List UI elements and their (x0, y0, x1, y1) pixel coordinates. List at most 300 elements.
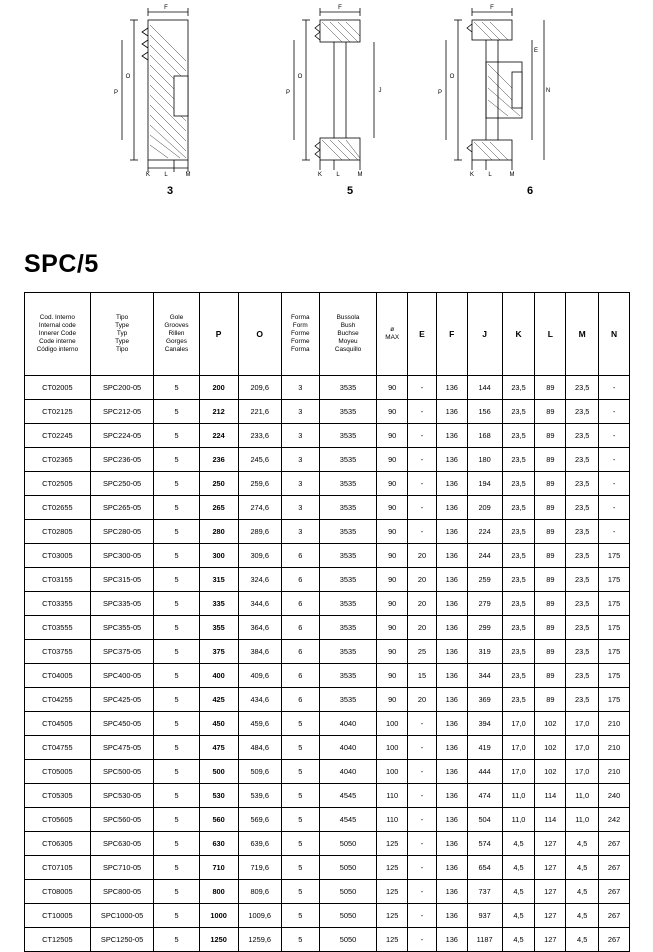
table-cell: CT02365 (25, 448, 91, 472)
table-column-header-line: Code interne (39, 338, 76, 345)
table-cell: 509,6 (238, 760, 281, 784)
table-cell: 125 (377, 832, 408, 856)
table-cell: 127 (535, 832, 566, 856)
table-cell: 355 (199, 616, 238, 640)
table-cell: 23,5 (502, 688, 535, 712)
table-cell: 15 (408, 664, 437, 688)
table-row (25, 808, 630, 832)
table-cell: 444 (467, 760, 502, 784)
table-body (25, 376, 630, 952)
table-cell: SPC475-05 (90, 736, 154, 760)
table-cell: 209 (467, 496, 502, 520)
table-column-header-line: Type (115, 322, 129, 329)
table-cell: 6 (281, 568, 319, 592)
table-cell: 23,5 (566, 688, 599, 712)
table-cell: SPC450-05 (90, 712, 154, 736)
table-cell: - (408, 904, 437, 928)
figure-label: 5 (346, 185, 354, 197)
table-cell: SPC250-05 (90, 472, 154, 496)
table-cell: CT04755 (25, 736, 91, 760)
table-cell: CT05305 (25, 784, 91, 808)
table-cell: 274,6 (238, 496, 281, 520)
table-cell: 265 (199, 496, 238, 520)
table-cell: CT03005 (25, 544, 91, 568)
table-cell: SPC300-05 (90, 544, 154, 568)
table-cell: 5 (154, 904, 199, 928)
table-cell: 23,5 (566, 568, 599, 592)
table-cell: - (408, 712, 437, 736)
table-cell: 224 (467, 520, 502, 544)
table-cell: 136 (436, 544, 467, 568)
table-column-header-line: Bussola (336, 314, 360, 321)
table-cell: SPC425-05 (90, 688, 154, 712)
table-column-header-line: Forma (291, 314, 310, 321)
table-cell: 23,5 (566, 640, 599, 664)
table-row (25, 592, 630, 616)
table-cell: 5 (154, 592, 199, 616)
table-cell: 23,5 (502, 376, 535, 400)
table-cell: 539,6 (238, 784, 281, 808)
table-cell: 17,0 (502, 712, 535, 736)
table-cell: 267 (599, 856, 630, 880)
table-cell: 710 (199, 856, 238, 880)
table-row (25, 880, 630, 904)
table-header-row (25, 293, 630, 376)
table-column-header-line: Tipo (115, 314, 129, 321)
table-cell: - (408, 520, 437, 544)
table-cell: - (408, 736, 437, 760)
table-cell: 4040 (319, 736, 377, 760)
table-cell: 504 (467, 808, 502, 832)
table-cell: 90 (377, 472, 408, 496)
table-cell: 23,5 (566, 496, 599, 520)
table-cell: 280 (199, 520, 238, 544)
svg-text:P: P (113, 90, 119, 96)
table-cell: 233,6 (238, 424, 281, 448)
table-cell: 210 (599, 736, 630, 760)
table-cell: 5 (154, 664, 199, 688)
table-cell: 23,5 (502, 496, 535, 520)
table-cell: 5 (154, 736, 199, 760)
table-cell: 5 (281, 808, 319, 832)
table-cell: 136 (436, 832, 467, 856)
table-cell: 89 (535, 472, 566, 496)
table-cell: 5 (281, 904, 319, 928)
table-cell: 267 (599, 880, 630, 904)
svg-text:F: F (338, 5, 342, 11)
table-cell: 136 (436, 640, 467, 664)
table-cell: - (408, 496, 437, 520)
table-cell: 309,6 (238, 544, 281, 568)
table-cell: 267 (599, 928, 630, 952)
table-cell: - (408, 760, 437, 784)
drawings-section (0, 0, 653, 205)
table-cell: 654 (467, 856, 502, 880)
table-cell: 125 (377, 904, 408, 928)
table-cell: 180 (467, 448, 502, 472)
table-cell: 4040 (319, 712, 377, 736)
table-cell: 17,0 (566, 736, 599, 760)
table-cell: CT04005 (25, 664, 91, 688)
table-cell: 324,6 (238, 568, 281, 592)
table-cell: 5 (154, 808, 199, 832)
table-cell: 6 (281, 664, 319, 688)
table-cell: 89 (535, 496, 566, 520)
table-column-header-line: Cod. Interno (39, 314, 75, 321)
table-cell: 369 (467, 688, 502, 712)
table-column-header (238, 293, 281, 376)
table-cell: 114 (535, 784, 566, 808)
table-cell: 114 (535, 808, 566, 832)
table-cell: 3 (281, 448, 319, 472)
table-cell: 90 (377, 640, 408, 664)
svg-text:F: F (490, 5, 494, 11)
svg-text:O: O (449, 74, 455, 80)
table-cell: - (408, 784, 437, 808)
table-cell: 4,5 (566, 880, 599, 904)
table-cell: 5 (281, 760, 319, 784)
table-cell: SPC315-05 (90, 568, 154, 592)
table-column-header-line: Grooves (164, 322, 189, 329)
svg-text:L: L (336, 172, 340, 178)
table-cell: 364,6 (238, 616, 281, 640)
table-cell: 90 (377, 544, 408, 568)
table-row (25, 568, 630, 592)
table-cell: 560 (199, 808, 238, 832)
table-cell: 3535 (319, 472, 377, 496)
table-cell: 5 (154, 520, 199, 544)
table-cell: 175 (599, 640, 630, 664)
table-cell: 335 (199, 592, 238, 616)
table-cell: 224 (199, 424, 238, 448)
table-cell: - (599, 376, 630, 400)
table-cell: - (408, 376, 437, 400)
figure-label: 3 (166, 185, 174, 197)
table-cell: 267 (599, 904, 630, 928)
table-column-header-line: Gole (169, 314, 184, 321)
table-cell: 102 (535, 712, 566, 736)
table-cell: 20 (408, 592, 437, 616)
table-cell: 3 (281, 496, 319, 520)
table-cell: 25 (408, 640, 437, 664)
table-row (25, 424, 630, 448)
table-cell: 530 (199, 784, 238, 808)
table-cell: 100 (377, 760, 408, 784)
table-cell: 5 (281, 784, 319, 808)
table-cell: 3 (281, 472, 319, 496)
table-column-header-line: Canales (164, 346, 189, 353)
table-cell: 175 (599, 544, 630, 568)
table-row (25, 688, 630, 712)
svg-text:O: O (297, 74, 303, 80)
table-cell: 136 (436, 400, 467, 424)
table-cell: 5 (154, 784, 199, 808)
table-column-header (535, 293, 566, 376)
table-cell: CT12505 (25, 928, 91, 952)
table-cell: 5 (154, 760, 199, 784)
table-cell: 5 (154, 880, 199, 904)
table-cell: CT03755 (25, 640, 91, 664)
table-cell: - (599, 472, 630, 496)
svg-text:N: N (545, 88, 551, 94)
table-cell: 11,0 (566, 808, 599, 832)
table-cell: - (599, 496, 630, 520)
table-cell: 23,5 (566, 616, 599, 640)
table-cell: 23,5 (566, 400, 599, 424)
table-cell: 136 (436, 616, 467, 640)
table-cell: - (408, 880, 437, 904)
table-cell: 737 (467, 880, 502, 904)
table-column-header-line: Código interno (36, 346, 79, 353)
pulley-section-drawing-6 (430, 0, 630, 185)
specification-table (24, 292, 630, 952)
table-cell: - (408, 448, 437, 472)
table-cell: 5 (281, 832, 319, 856)
table-cell: 5 (281, 856, 319, 880)
table-cell: 800 (199, 880, 238, 904)
specification-table-wrapper (24, 292, 630, 952)
table-cell: 5 (154, 496, 199, 520)
table-cell: 474 (467, 784, 502, 808)
table-cell: SPC1250-05 (90, 928, 154, 952)
table-column-header (154, 293, 199, 376)
table-cell: CT05605 (25, 808, 91, 832)
table-cell: 5 (154, 832, 199, 856)
table-row (25, 376, 630, 400)
table-cell: 11,0 (502, 784, 535, 808)
table-column-header-line: F (449, 328, 455, 339)
table-cell: 6 (281, 640, 319, 664)
table-cell: CT03555 (25, 616, 91, 640)
table-cell: CT02125 (25, 400, 91, 424)
table-cell: 384,6 (238, 640, 281, 664)
table-cell: SPC1000-05 (90, 904, 154, 928)
table-cell: 3 (281, 376, 319, 400)
table-cell: 299 (467, 616, 502, 640)
table-cell: 23,5 (566, 592, 599, 616)
svg-text:K: K (145, 172, 151, 178)
table-cell: 3535 (319, 400, 377, 424)
table-cell: SPC400-05 (90, 664, 154, 688)
table-cell: 23,5 (502, 640, 535, 664)
table-column-header-line: Buchse (337, 330, 359, 337)
table-column-header-line: Internal code (38, 322, 76, 329)
table-cell: 3535 (319, 592, 377, 616)
table-cell: 3535 (319, 448, 377, 472)
table-cell: SPC265-05 (90, 496, 154, 520)
table-column-header (467, 293, 502, 376)
table-cell: 244 (467, 544, 502, 568)
table-cell: 4,5 (502, 928, 535, 952)
table-column-header-line: Typ (116, 330, 128, 337)
table-cell: SPC355-05 (90, 616, 154, 640)
table-cell: 3535 (319, 640, 377, 664)
svg-text:M: M (185, 172, 191, 178)
table-column-header-line: Tipo (115, 346, 129, 353)
table-cell: 175 (599, 688, 630, 712)
table-cell: 3535 (319, 688, 377, 712)
table-column-header-line: Moyeu (338, 338, 358, 345)
table-cell: 89 (535, 688, 566, 712)
table-cell: 5 (154, 928, 199, 952)
table-cell: 5050 (319, 880, 377, 904)
table-cell: SPC530-05 (90, 784, 154, 808)
table-column-header-line: E (419, 328, 425, 339)
table-column-header-line: M (578, 328, 586, 339)
table-row (25, 928, 630, 952)
table-cell: 136 (436, 856, 467, 880)
table-cell: 90 (377, 520, 408, 544)
table-cell: 5 (281, 880, 319, 904)
table-cell: 23,5 (566, 664, 599, 688)
figure-5-grooves (250, 0, 450, 205)
table-column-header-line: Form (292, 322, 308, 329)
table-cell: 136 (436, 568, 467, 592)
table-cell: 17,0 (566, 712, 599, 736)
table-cell: 200 (199, 376, 238, 400)
table-cell: 89 (535, 616, 566, 640)
table-cell: 127 (535, 856, 566, 880)
table-cell: 136 (436, 496, 467, 520)
table-cell: 136 (436, 472, 467, 496)
table-cell: 5 (281, 736, 319, 760)
table-cell: 3535 (319, 520, 377, 544)
table-cell: 175 (599, 616, 630, 640)
table-cell: 5 (281, 712, 319, 736)
table-column-header (436, 293, 467, 376)
table-column-header (566, 293, 599, 376)
table-cell: 5 (154, 568, 199, 592)
table-cell: 319 (467, 640, 502, 664)
table-cell: 110 (377, 784, 408, 808)
table-cell: 5 (154, 688, 199, 712)
table-cell: 136 (436, 424, 467, 448)
table-cell: 90 (377, 448, 408, 472)
table-cell: SPC500-05 (90, 760, 154, 784)
table-row (25, 520, 630, 544)
table-cell: - (408, 928, 437, 952)
table-column-header (281, 293, 319, 376)
table-cell: 5 (154, 400, 199, 424)
table-cell: 259 (467, 568, 502, 592)
table-column-header-line: ø (390, 326, 395, 333)
table-cell: CT02505 (25, 472, 91, 496)
table-cell: - (408, 808, 437, 832)
table-cell: 127 (535, 928, 566, 952)
table-cell: 315 (199, 568, 238, 592)
table-column-header-line: O (256, 328, 263, 339)
table-cell: CT06305 (25, 832, 91, 856)
table-cell: 5050 (319, 904, 377, 928)
table-cell: - (599, 424, 630, 448)
table-cell: SPC200-05 (90, 376, 154, 400)
table-cell: 89 (535, 544, 566, 568)
table-cell: 242 (599, 808, 630, 832)
svg-text:F: F (164, 5, 168, 11)
table-cell: 17,0 (502, 736, 535, 760)
table-cell: 20 (408, 568, 437, 592)
table-cell: 394 (467, 712, 502, 736)
figure-6-grooves (430, 0, 630, 205)
table-cell: 4,5 (502, 904, 535, 928)
table-cell: 1187 (467, 928, 502, 952)
table-cell: SPC710-05 (90, 856, 154, 880)
table-cell: 6 (281, 616, 319, 640)
table-column-header-line: Forma (291, 346, 310, 353)
table-cell: SPC224-05 (90, 424, 154, 448)
table-column-header-line: Type (115, 338, 129, 345)
table-cell: SPC560-05 (90, 808, 154, 832)
table-cell: 809,6 (238, 880, 281, 904)
table-cell: 5 (154, 856, 199, 880)
table-cell: 90 (377, 376, 408, 400)
table-cell: 475 (199, 736, 238, 760)
svg-text:K: K (469, 172, 475, 178)
table-cell: 23,5 (566, 448, 599, 472)
table-cell: 400 (199, 664, 238, 688)
table-cell: 100 (377, 736, 408, 760)
table-column-header (377, 293, 408, 376)
table-cell: 23,5 (502, 568, 535, 592)
table-cell: 23,5 (566, 424, 599, 448)
table-row (25, 496, 630, 520)
table-cell: 344,6 (238, 592, 281, 616)
table-cell: 136 (436, 784, 467, 808)
table-cell: 425 (199, 688, 238, 712)
table-cell: 3 (281, 424, 319, 448)
table-cell: 23,5 (502, 424, 535, 448)
table-cell: 23,5 (502, 400, 535, 424)
table-cell: 136 (436, 520, 467, 544)
table-column-header-line: K (515, 328, 522, 339)
table-cell: 89 (535, 424, 566, 448)
table-cell: 409,6 (238, 664, 281, 688)
table-cell: 156 (467, 400, 502, 424)
table-cell: 236 (199, 448, 238, 472)
table-cell: 90 (377, 400, 408, 424)
table-cell: 194 (467, 472, 502, 496)
table-cell: 136 (436, 760, 467, 784)
table-column-header (319, 293, 377, 376)
table-cell: 4545 (319, 784, 377, 808)
pulley-section-drawing-3 (70, 0, 270, 185)
table-cell: 4545 (319, 808, 377, 832)
table-row (25, 640, 630, 664)
table-cell: SPC280-05 (90, 520, 154, 544)
table-row (25, 832, 630, 856)
svg-text:O: O (125, 74, 131, 80)
table-cell: SPC335-05 (90, 592, 154, 616)
table-cell: 89 (535, 448, 566, 472)
table-cell: 459,6 (238, 712, 281, 736)
table-row (25, 400, 630, 424)
table-cell: 6 (281, 592, 319, 616)
table-cell: - (599, 448, 630, 472)
table-cell: 89 (535, 400, 566, 424)
table-cell: 168 (467, 424, 502, 448)
table-cell: 89 (535, 664, 566, 688)
table-row (25, 736, 630, 760)
table-cell: 23,5 (502, 664, 535, 688)
table-cell: 17,0 (566, 760, 599, 784)
table-cell: 110 (377, 808, 408, 832)
table-cell: 23,5 (502, 616, 535, 640)
table-cell: CT02805 (25, 520, 91, 544)
table-cell: 5050 (319, 928, 377, 952)
table-cell: 11,0 (502, 808, 535, 832)
table-cell: - (408, 424, 437, 448)
table-column-header-line: J (482, 328, 487, 339)
